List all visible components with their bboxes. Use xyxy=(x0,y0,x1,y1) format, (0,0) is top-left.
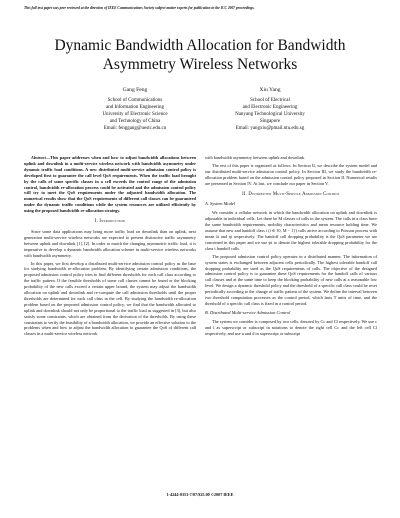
paragraph: The rest of this paper is organized as follows. In Section II, we describe the system model and our distributed multi-service admission control policy. In Section III, we study the bandwidth re-allocation problem based on the admission control policy proposed in Section II. Numerical results are presented in Section IV. At last, we conclude our paper in Section V. xyxy=(205,162,377,186)
author-2-affiliation-line: School of Electrical xyxy=(250,98,290,103)
author-2-affiliation-line: Nanyang Technological University xyxy=(235,112,305,117)
paragraph: The proposed admission control policy operates in a distributed manner. The information of system states is exchanged between adjacent cells periodically. The highest tolerable handoff call dropping probability are used as the QoS requirements of calls. The objective of the designed admission control policy is to guarantee these QoS requirements for the handoff calls of various call classes and at the same time to keep the blocking probability of new calls at a reasonable low level. We design a dynamic threshold policy and the threshold of a specific call class could be reset periodically according to the change of traffic pattern of the system. We define the interval between two threshold computation processes as the control period, which lasts T units of time, and the threshold of a specific call class is fixed in a control period. xyxy=(205,253,377,306)
section-heading-introduction: I. Introduction xyxy=(94,219,126,225)
paragraph: Since some data applications may bring more traffic load on downlink than on uplink, next generation multi-service wireless networks are expected to present distinctive traffic asymmetry between uplink and downlink [1], [2]. In order to match the changing asymmetric traffic load, it is imperative to develop a dynamic bandwidth allocation scheme in multi-service wireless networks with bandwidth asymmetry. xyxy=(24,228,196,258)
abstract-label: Abstract xyxy=(31,155,46,160)
paper-title xyxy=(20,36,380,74)
author-1-affiliation-line: University of Electronic Science xyxy=(102,112,168,117)
copyright-footer: 1-4244-0353-7/07/$25.00 ©2007 IEEE xyxy=(166,492,234,497)
author-1-email: Email: fenggang@uestc.edu.cn xyxy=(103,126,167,131)
author-1-affiliation-line: and Technology of China xyxy=(109,119,161,124)
author-2 xyxy=(190,87,350,132)
right-column xyxy=(205,155,377,338)
paragraph: We consider a cellular network in which the bandwidth allocation on uplink and downlink is adjustable in individual cells. Let there be M classes of calls in the system. The calls in a class have the same bandwidth requirements, mobility characteristics and mean resource holding time. We assume that new and handoff class i (i ∈ {0, M − 1}) calls arrive according to Poisson process with mean λi and ηi respectively. The handoff call dropping probability is the QoS parameter we are concerned in this paper and we use ψi to denote the highest tolerable dropping probability for the class i handoff calls. xyxy=(205,210,377,251)
subsection-heading-system-model: A. System Model xyxy=(205,201,236,207)
author-2-name: Xiu Yang xyxy=(259,87,281,93)
subsection-heading-distributed-ac: B. Distributed Multi-service Admission Control xyxy=(205,309,291,315)
paragraph: with bandwidth asymmetry between uplink and downlink. xyxy=(205,155,306,160)
author-1-affiliation-line: and Information Engineering xyxy=(105,105,165,110)
paragraph: The system we consider is composed by two cells, denoted by Cc and Cl respectively. We use c and l as superscript or subscript in notations to denote the right cell Cc and the left cell Cl respectively, and use u and d in superscript or subscript xyxy=(205,318,377,336)
author-2-email: Email: yangxiu@pmail.ntu.edu.sg xyxy=(235,126,305,131)
left-column xyxy=(24,155,196,339)
author-1-affiliation-line: School of Communications xyxy=(107,98,163,103)
paragraph: In this paper, we first develop a distributed multi-service admission control policy as the base for studying bandwidth re-allocation problem. By identifying certain admission conditions, the proposed admission control policy tries to find different thresholds for each call class according to the traffic pattern. If the feasible thresholds of some call classes cannot be found or the blocking probability of the new calls exceed a certain upper bound, the system may adjust the bandwidth allocation on uplink and downlink and re-compute the call admission thresholds until the proper thresholds are determined for each call class in the cell. By studying the bandwidth re-allocation problem based on the proposed admission control policy, we find that the bandwidth allocated to uplink and downlink should not only be proportional to the traffic load as suggested in [3], but also satisfy some constraints, which are obtained from the derivation of the thresholds. By using these constraints to verify the feasibility of a bandwidth allocation, we provide an effective solution to the problems when and how to adjust the bandwidth allocation to guarantee the QoS of different call classes in a multi-service wireless network xyxy=(24,260,196,337)
abstract: Abstract—This paper addresses when and how to adjust bandwidth allocations between uplink and downlink in a multi-service wireless network with bandwidth asymmetry under dynamic traffic load conditions. A new distributed multi-service admission control policy is developed first to guarantee the call level QoS requirements. When the traffic load brought by the calls of some specific classes in a cell exceeds the control range of the admission control, bandwidth re-allocation process could be activated and the admission control policy will try to meet the QoS requirements under the adjusted bandwidth allocation. The numerical results show that the QoS requirements of different call classes can be guaranteed under the dynamic traffic conditions while the system resources are utilized efficiently by using the proposed bandwidth re-allocation strategy. xyxy=(24,155,196,214)
author-1-name: Gang Feng xyxy=(122,87,148,93)
author-2-affiliation-line: and Electronic Engineering xyxy=(242,105,298,110)
peer-review-note: This full text paper was peer reviewed at the direction of IEEE Communications Society subject matter experts for publication in the ICC 2007 proceedings. xyxy=(24,6,255,10)
section-heading-admission-control: II. Distributed Multi-Service Admission Control xyxy=(242,191,340,197)
title-line-2: Asymmetry Wireless Networks xyxy=(102,56,298,73)
abstract-text: This paper addresses when and how to adjust bandwidth allocations between uplink and downlink in a multi-service wireless network with bandwidth asymmetry under dynamic traffic load conditions. A new distributed multi-service admission control policy is developed first to guarantee the call level QoS requirements. When the traffic load brought by the calls of some specific classes in a cell exceeds the control range of the admission control, bandwidth re-allocation process could be activated and the admission control policy will try to meet the QoS requirements under the adjusted bandwidth allocation. The numerical results show that the QoS requirements of different call classes can be guaranteed under the dynamic traffic conditions while the system resources are utilized efficiently by using the proposed bandwidth re-allocation strategy. xyxy=(24,155,196,214)
author-2-affiliation-line: Singapore xyxy=(259,119,281,124)
title-line-1: Dynamic Bandwidth Allocation for Bandwidth xyxy=(54,37,346,54)
